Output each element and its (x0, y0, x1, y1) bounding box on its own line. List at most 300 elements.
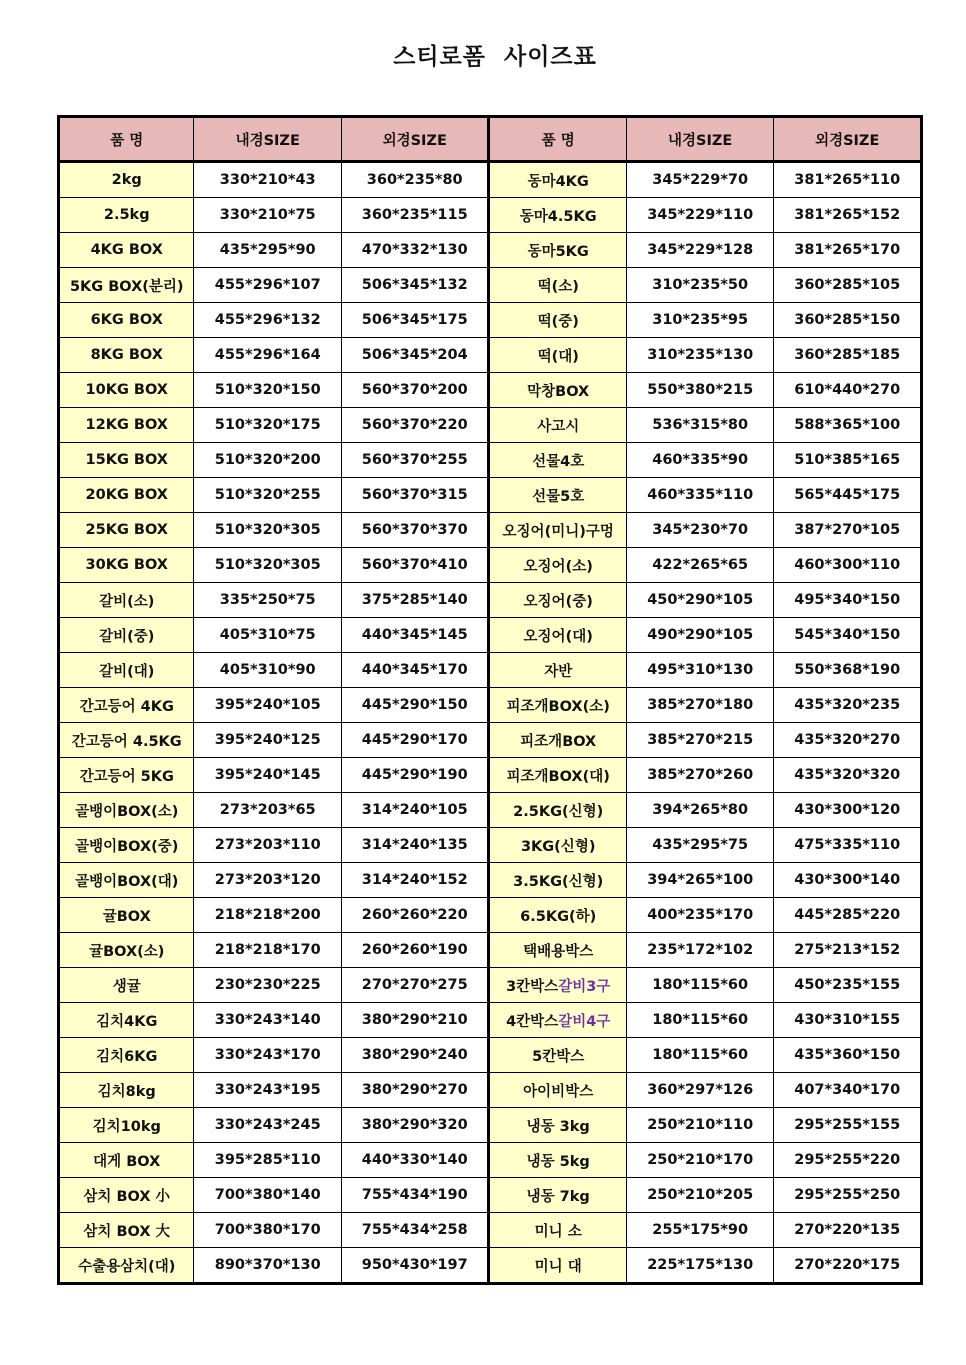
size-value: 506*345*132 (361, 277, 468, 293)
outer-size-cell (774, 618, 922, 653)
size-value: 395*240*145 (214, 767, 321, 783)
product-name-text: 오징어(중) (523, 593, 593, 610)
size-value: 422*265*65 (652, 557, 749, 573)
inner-size-cell (194, 373, 342, 408)
inner-size-cell (194, 933, 342, 968)
page-title: 스티로폼 사이즈표 (393, 44, 597, 70)
size-value: 490*290*105 (647, 627, 754, 643)
product-name-text: 택배용박스 (523, 943, 594, 960)
size-value: 380*290*210 (361, 1012, 468, 1028)
size-value: 510*320*150 (214, 382, 321, 398)
product-name-cell (489, 793, 626, 828)
product-name-cell (489, 162, 626, 198)
header-product-name-right: 품 명 (489, 117, 626, 162)
table-row (59, 478, 922, 513)
product-name-text: 갈비(소) (99, 593, 155, 610)
header-inner-size-left: 내경SIZE (194, 117, 342, 162)
header-product-name-left: 품 명 (59, 117, 194, 162)
size-value: 255*175*90 (652, 1222, 749, 1238)
product-name-text: 5칸박스 (532, 1048, 585, 1065)
product-name-text: 떡(소) (537, 278, 579, 295)
product-name-text: 오징어(미니)구멍 (502, 523, 614, 540)
inner-size-cell (626, 688, 774, 723)
product-name-cell (489, 408, 626, 443)
size-value: 460*300*110 (794, 557, 901, 573)
product-name-cell (59, 1073, 194, 1108)
size-value: 260*260*190 (361, 942, 468, 958)
product-name-cell (489, 1003, 626, 1038)
table-row (59, 688, 922, 723)
outer-size-cell (341, 1143, 489, 1178)
product-name-cell (489, 443, 626, 478)
product-name-text: 3칸박스 (506, 978, 559, 995)
size-value: 700*380*170 (214, 1222, 321, 1238)
inner-size-cell (626, 758, 774, 793)
product-name-cell (489, 758, 626, 793)
product-name-cell (489, 653, 626, 688)
product-name-cell (489, 1213, 626, 1248)
product-name-text: 골뱅이BOX(중) (75, 838, 179, 855)
outer-size-cell (341, 162, 489, 198)
size-value: 394*265*100 (647, 872, 754, 888)
outer-size-cell (341, 478, 489, 513)
size-value: 550*368*190 (794, 662, 901, 678)
outer-size-cell (341, 408, 489, 443)
inner-size-cell (626, 443, 774, 478)
table-row (59, 1073, 922, 1108)
inner-size-cell (194, 723, 342, 758)
product-name-text: 4칸박스 (506, 1013, 559, 1030)
inner-size-cell (194, 583, 342, 618)
inner-size-cell (626, 548, 774, 583)
outer-size-cell (341, 373, 489, 408)
product-name-cell (59, 478, 194, 513)
inner-size-cell (194, 1248, 342, 1284)
product-name-cell (59, 933, 194, 968)
size-value: 380*290*240 (361, 1047, 468, 1063)
size-value: 560*370*410 (361, 557, 468, 573)
inner-size-cell (626, 1178, 774, 1213)
inner-size-cell (626, 1038, 774, 1073)
product-name-text: 선물5호 (532, 488, 585, 505)
product-name-cell (59, 198, 194, 233)
product-name-cell (59, 583, 194, 618)
product-name-text: 김치6KG (96, 1048, 158, 1065)
product-name-cell (59, 688, 194, 723)
size-value: 360*235*80 (366, 172, 463, 188)
product-name-text: 떡(대) (537, 348, 579, 365)
table-row (59, 933, 922, 968)
size-value: 250*210*205 (647, 1187, 754, 1203)
product-name-text: 생귤 (112, 978, 141, 995)
size-value: 375*285*140 (361, 592, 468, 608)
product-name-cell (489, 1108, 626, 1143)
table-row (59, 758, 922, 793)
outer-size-cell (774, 828, 922, 863)
product-name-text: 2.5kg (103, 207, 150, 223)
product-name-text: 삼치 BOX 大 (83, 1223, 171, 1240)
size-value: 180*115*60 (652, 1012, 749, 1028)
size-value: 545*340*150 (794, 627, 901, 643)
table-row (59, 863, 922, 898)
size-value: 440*345*170 (361, 662, 468, 678)
product-name-cell (59, 373, 194, 408)
inner-size-cell (626, 1213, 774, 1248)
size-value: 405*310*90 (219, 662, 316, 678)
size-value: 273*203*120 (214, 872, 321, 888)
outer-size-cell (774, 1248, 922, 1284)
size-value: 506*345*204 (361, 347, 468, 363)
product-note-text: 갈비3구 (558, 978, 611, 995)
product-name-cell (489, 1073, 626, 1108)
outer-size-cell (341, 653, 489, 688)
product-name-text: 동마5KG (527, 243, 589, 260)
size-value: 445*285*220 (794, 907, 901, 923)
outer-size-cell (774, 583, 922, 618)
product-name-cell (59, 548, 194, 583)
inner-size-cell (194, 513, 342, 548)
table-row (59, 968, 922, 1003)
size-value: 700*380*140 (214, 1187, 321, 1203)
product-name-text: 귤BOX (102, 908, 151, 925)
outer-size-cell (341, 828, 489, 863)
product-name-text: 2.5KG(신형) (513, 803, 604, 820)
product-name-text: 피조개BOX (520, 733, 597, 750)
size-value: 381*265*170 (794, 242, 901, 258)
inner-size-cell (626, 303, 774, 338)
product-name-cell (59, 968, 194, 1003)
outer-size-cell (341, 1248, 489, 1284)
size-value: 345*229*128 (647, 242, 754, 258)
outer-size-cell (341, 898, 489, 933)
inner-size-cell (194, 898, 342, 933)
outer-size-cell (341, 198, 489, 233)
inner-size-cell (626, 1003, 774, 1038)
inner-size-cell (626, 233, 774, 268)
product-name-cell (489, 373, 626, 408)
product-name-text: 6KG BOX (90, 312, 163, 328)
product-name-cell (489, 1178, 626, 1213)
size-value: 385*270*260 (647, 767, 754, 783)
inner-size-cell (194, 1143, 342, 1178)
product-name-text: 4KG BOX (90, 242, 163, 258)
inner-size-cell (194, 1108, 342, 1143)
table-row (59, 618, 922, 653)
size-value: 445*290*170 (361, 732, 468, 748)
product-name-text: 김치8kg (97, 1083, 156, 1100)
size-value: 310*235*130 (647, 347, 754, 363)
inner-size-cell (626, 408, 774, 443)
outer-size-cell (341, 233, 489, 268)
product-name-cell (59, 1003, 194, 1038)
product-name-text: 피조개BOX(소) (506, 698, 610, 715)
inner-size-cell (626, 1248, 774, 1284)
product-name-cell (59, 723, 194, 758)
outer-size-cell (774, 898, 922, 933)
header-inner-size-right: 내경SIZE (626, 117, 774, 162)
size-value: 950*430*197 (361, 1257, 468, 1273)
product-name-text: 떡(중) (537, 313, 579, 330)
size-value: 310*235*50 (652, 277, 749, 293)
size-value: 395*240*125 (214, 732, 321, 748)
table-row (59, 898, 922, 933)
product-name-cell (59, 268, 194, 303)
size-value: 475*335*110 (794, 837, 901, 853)
product-name-text: 20KG BOX (85, 487, 168, 503)
size-value: 330*243*170 (214, 1047, 321, 1063)
product-name-text: 막창BOX (527, 383, 590, 400)
outer-size-cell (341, 513, 489, 548)
product-name-cell (59, 338, 194, 373)
inner-size-cell (194, 968, 342, 1003)
size-value: 275*213*152 (794, 942, 901, 958)
size-value: 560*370*370 (361, 522, 468, 538)
size-value: 335*250*75 (219, 592, 316, 608)
product-name-cell (489, 723, 626, 758)
size-value: 560*370*255 (361, 452, 468, 468)
product-name-text: 5KG BOX(분리) (69, 278, 184, 295)
size-value: 510*320*305 (214, 557, 321, 573)
table-row (59, 443, 922, 478)
size-value: 270*220*175 (794, 1257, 901, 1273)
size-value: 588*365*100 (794, 417, 901, 433)
inner-size-cell (626, 338, 774, 373)
outer-size-cell (774, 653, 922, 688)
product-name-cell (59, 898, 194, 933)
size-value: 510*320*305 (214, 522, 321, 538)
size-value: 510*320*255 (214, 487, 321, 503)
table-row (59, 198, 922, 233)
table-row (59, 162, 922, 198)
size-value: 455*296*132 (214, 312, 321, 328)
product-name-text: 갈비(대) (99, 663, 155, 680)
outer-size-cell (774, 1003, 922, 1038)
size-value: 435*320*320 (794, 767, 901, 783)
outer-size-cell (341, 863, 489, 898)
size-value: 430*300*120 (794, 802, 901, 818)
product-name-text: 골뱅이BOX(대) (75, 873, 179, 890)
size-value: 218*218*170 (214, 942, 321, 958)
outer-size-cell (774, 793, 922, 828)
inner-size-cell (194, 268, 342, 303)
product-name-cell (489, 898, 626, 933)
size-value: 430*310*155 (794, 1012, 901, 1028)
size-value: 380*290*320 (361, 1117, 468, 1133)
outer-size-cell (341, 1073, 489, 1108)
outer-size-cell (774, 1038, 922, 1073)
product-name-text: 오징어(대) (523, 628, 593, 645)
inner-size-cell (194, 863, 342, 898)
size-value: 510*320*200 (214, 452, 321, 468)
table-row (59, 408, 922, 443)
outer-size-cell (774, 408, 922, 443)
size-value: 295*255*220 (794, 1152, 901, 1168)
product-name-text: 25KG BOX (85, 522, 168, 538)
inner-size-cell (626, 198, 774, 233)
size-value: 495*340*150 (794, 592, 901, 608)
product-name-cell (489, 233, 626, 268)
size-value: 536*315*80 (652, 417, 749, 433)
size-value: 295*255*155 (794, 1117, 901, 1133)
size-value: 565*445*175 (794, 487, 901, 503)
inner-size-cell (626, 793, 774, 828)
size-value: 450*235*155 (794, 977, 901, 993)
product-name-text: 동마4KG (527, 173, 589, 190)
outer-size-cell (774, 1073, 922, 1108)
inner-size-cell (626, 1073, 774, 1108)
outer-size-cell (341, 933, 489, 968)
product-name-cell (489, 198, 626, 233)
product-name-text: 10KG BOX (85, 382, 168, 398)
inner-size-cell (626, 583, 774, 618)
product-name-text: 간고등어 4KG (79, 698, 174, 715)
outer-size-cell (341, 303, 489, 338)
product-name-text: 동마4.5KG (519, 208, 597, 225)
outer-size-cell (774, 1143, 922, 1178)
header-outer-size-left: 외경SIZE (341, 117, 489, 162)
outer-size-cell (774, 198, 922, 233)
size-value: 330*243*140 (214, 1012, 321, 1028)
outer-size-cell (341, 758, 489, 793)
size-value: 345*229*110 (647, 207, 754, 223)
product-name-text: 8KG BOX (90, 347, 163, 363)
product-name-cell (489, 1038, 626, 1073)
size-value: 381*265*152 (794, 207, 901, 223)
size-value: 455*296*107 (214, 277, 321, 293)
product-name-cell (59, 1038, 194, 1073)
product-name-text: 오징어(소) (523, 558, 593, 575)
product-name-cell (59, 162, 194, 198)
outer-size-cell (341, 793, 489, 828)
size-value: 755*434*258 (361, 1222, 468, 1238)
size-value: 394*265*80 (652, 802, 749, 818)
product-name-text: 6.5KG(하) (520, 908, 597, 925)
product-name-cell (489, 828, 626, 863)
size-value: 455*296*164 (214, 347, 321, 363)
size-value: 460*335*110 (647, 487, 754, 503)
inner-size-cell (194, 793, 342, 828)
inner-size-cell (194, 618, 342, 653)
outer-size-cell (341, 1213, 489, 1248)
inner-size-cell (194, 688, 342, 723)
outer-size-cell (341, 1108, 489, 1143)
size-value: 506*345*175 (361, 312, 468, 328)
table-row (59, 513, 922, 548)
size-value: 610*440*270 (794, 382, 901, 398)
size-value: 360*285*105 (794, 277, 901, 293)
outer-size-cell (341, 618, 489, 653)
outer-size-cell (341, 1003, 489, 1038)
inner-size-cell (194, 338, 342, 373)
outer-size-cell (341, 338, 489, 373)
product-name-cell (489, 478, 626, 513)
size-value: 395*285*110 (214, 1152, 321, 1168)
size-value: 330*243*245 (214, 1117, 321, 1133)
product-name-cell (489, 513, 626, 548)
size-value: 330*243*195 (214, 1082, 321, 1098)
product-name-text: 대게 BOX (93, 1153, 161, 1170)
product-name-text: 3.5KG(신형) (513, 873, 604, 890)
header-outer-size-right: 외경SIZE (774, 117, 922, 162)
inner-size-cell (626, 828, 774, 863)
size-value: 225*175*130 (647, 1257, 754, 1273)
size-value: 260*260*220 (361, 907, 468, 923)
size-value: 435*320*235 (794, 697, 901, 713)
size-value: 360*285*150 (794, 312, 901, 328)
product-name-text: 15KG BOX (85, 452, 168, 468)
outer-size-cell (774, 303, 922, 338)
outer-size-cell (774, 863, 922, 898)
product-name-cell (59, 653, 194, 688)
size-value: 314*240*135 (361, 837, 468, 853)
inner-size-cell (194, 162, 342, 198)
size-value: 180*115*60 (652, 977, 749, 993)
size-value: 381*265*110 (794, 172, 901, 188)
size-value: 235*172*102 (647, 942, 754, 958)
product-name-cell (489, 968, 626, 1003)
table-row (59, 653, 922, 688)
size-value: 250*210*110 (647, 1117, 754, 1133)
outer-size-cell (341, 688, 489, 723)
product-name-cell (59, 1248, 194, 1284)
size-value: 450*290*105 (647, 592, 754, 608)
size-table (57, 115, 923, 1285)
product-name-text: 골뱅이BOX(소) (75, 803, 179, 820)
table-row (59, 723, 922, 758)
size-value: 430*300*140 (794, 872, 901, 888)
product-name-text: 김치10kg (92, 1118, 161, 1135)
outer-size-cell (774, 1108, 922, 1143)
table-row (59, 303, 922, 338)
size-value: 180*115*60 (652, 1047, 749, 1063)
size-value: 440*330*140 (361, 1152, 468, 1168)
inner-size-cell (626, 513, 774, 548)
inner-size-cell (194, 408, 342, 443)
product-name-cell (59, 618, 194, 653)
size-value: 435*360*150 (794, 1047, 901, 1063)
size-value: 314*240*152 (361, 872, 468, 888)
product-name-text: 수출용삼치(대) (78, 1258, 176, 1275)
outer-size-cell (774, 268, 922, 303)
inner-size-cell (194, 233, 342, 268)
product-name-text: 냉동 3kg (526, 1118, 590, 1135)
product-name-cell (489, 268, 626, 303)
table-row (59, 1038, 922, 1073)
inner-size-cell (194, 198, 342, 233)
inner-size-cell (626, 162, 774, 198)
size-value: 250*210*170 (647, 1152, 754, 1168)
size-value: 435*295*75 (652, 837, 749, 853)
product-name-text: 미니 소 (534, 1223, 582, 1240)
table-row (59, 268, 922, 303)
outer-size-cell (774, 968, 922, 1003)
product-name-text: 아이비박스 (523, 1083, 594, 1100)
size-value: 310*235*95 (652, 312, 749, 328)
product-name-cell (59, 233, 194, 268)
size-value: 230*230*225 (214, 977, 321, 993)
inner-size-cell (626, 863, 774, 898)
inner-size-cell (194, 548, 342, 583)
outer-size-cell (774, 513, 922, 548)
product-name-cell (59, 758, 194, 793)
table-row (59, 1248, 922, 1284)
size-value: 560*370*200 (361, 382, 468, 398)
product-name-text: 30KG BOX (85, 557, 168, 573)
size-value: 314*240*105 (361, 802, 468, 818)
inner-size-cell (194, 1178, 342, 1213)
inner-size-cell (626, 968, 774, 1003)
table-row (59, 338, 922, 373)
